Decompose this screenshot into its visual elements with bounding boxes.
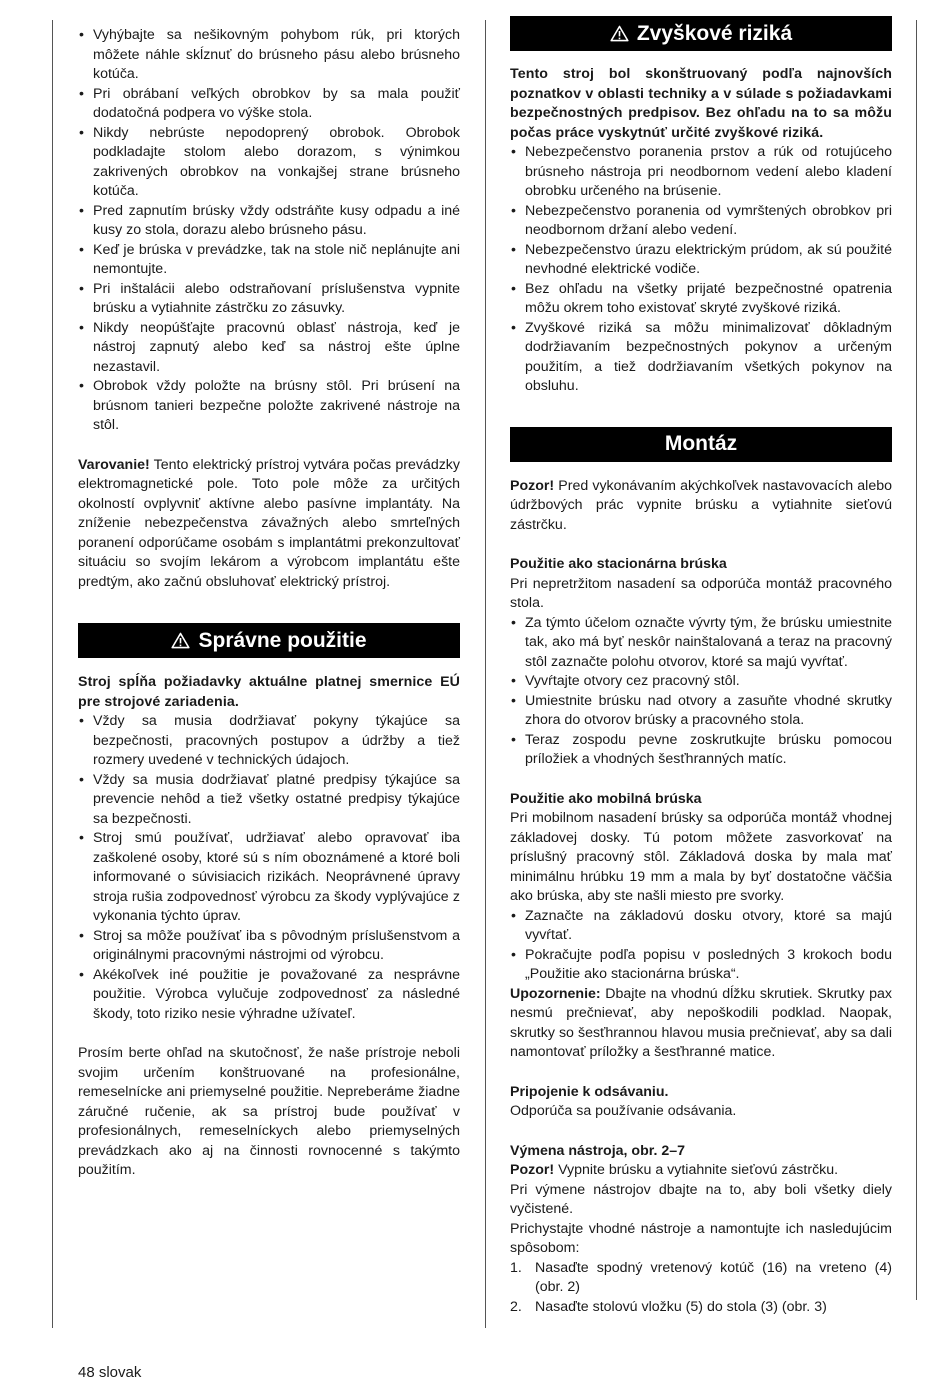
list-item: • Pokračujte podľa popisu v posledných 3 krokoch bodu „Použitie ako stacionárna brúska“. <box>510 946 892 985</box>
section-heading-residual-risks <box>510 16 892 51</box>
caution-text: Pred vykonávaním akýchkoľvek nastavovacích alebo údržbových prác vypnite brúsku a vytiahnite sieťovú zástrčku. <box>510 477 892 533</box>
caution-label: Pozor! <box>510 477 555 494</box>
subheading-suction: Pripojenie k odsávaniu. <box>510 1083 669 1100</box>
list-item <box>510 1298 892 1318</box>
mobile-paragraph: Pri mobilnom nasadení brúsky sa odporúča montáž vhodnej základovej dosky. Tú potom môžete zasvorkovať na príslušný pracovný stôl. Základová doska by mala mať minimálnu hrúbku 19 mm a mala by byť dostatočne väčšia ako brúska, aby ste našli miesto pre svorky. <box>510 810 892 904</box>
list-item: • Nikdy neopúšťajte pracovnú oblasť nástroja, keď je nástroj zapnutý alebo keď sa nástroj ešte úplne nezastavil. <box>78 319 460 378</box>
emf-warning-paragraph <box>78 456 460 593</box>
notice-text: Dbajte na vhodnú dĺžku skrutiek. Skrutky pax nesmú prečnievať, aby nepoškodili podklad. Naopak, skrutky so šesťhrannou hlavou musia prečnievať, aby sa dali namontovať príložky a šesťhranné matice. <box>510 985 892 1060</box>
list-item: • Teraz zospodu pevne zoskrutkujte brúsku pomocou príložiek a vhodných šesťhranných matíc. <box>510 731 892 770</box>
list-item: • Vždy sa musia dodržiavať pokyny týkajúce sa bezpečnosti, pracovných postupov a údržby a tiež rozmery uvedené v technických údajoch. <box>78 712 460 771</box>
subheading-mobile: Použitie ako mobilná brúska <box>510 790 702 807</box>
step-text: Nasaďte stolovú vložku (5) do stola (3) (obr. 3) <box>535 1298 827 1315</box>
caution-label: Pozor! <box>510 1162 555 1178</box>
suction-paragraph: Odporúča sa používanie odsávania. <box>510 1103 737 1119</box>
section-heading-intended-use <box>78 623 460 658</box>
warning-label: Varovanie! <box>78 456 150 473</box>
list-item: • Zaznačte na základovú dosku otvory, ktoré sa majú vyvŕtať. <box>510 907 892 946</box>
list-item: • Bez ohľadu na všetky prijaté bezpečnostné opatrenia môžu okrem toho existovať skryté zvyškové riziká. <box>510 280 892 319</box>
right-margin-rule <box>916 20 917 1300</box>
section-heading-title: Montáz <box>664 432 738 456</box>
section-intro: Stroj spĺňa požiadavky aktuálne platnej smernice EÚ pre strojové zariadenia. <box>78 674 460 710</box>
risk-intro: Tento stroj bol skonštruovaný podľa najnovších poznatkov v oblasti techniky a v súlade s požiadavkami bezpečnostných predpisov. Bez ohľadu na to sa môžu počas práce vyskytnúť určité zvyškové riziká. <box>510 66 892 141</box>
page-footer: 48 slovak <box>78 1364 142 1381</box>
notice-label: Upozornenie: <box>510 985 601 1002</box>
section-heading-title: Zvyškové riziká <box>636 21 793 45</box>
step-number: 2. <box>510 1298 522 1315</box>
stationary-bullet-list <box>510 614 892 770</box>
risk-bullet-list <box>510 143 892 397</box>
list-item: • Nebezpečenstvo poranenia prstov a rúk od rotujúceho brúsneho nástroja pri neodbornom vedení alebo kladení obrobku určeného na brúsenie. <box>510 143 892 202</box>
warning-triangle-icon <box>610 25 629 42</box>
left-column <box>78 26 460 1181</box>
mobile-bullet-list <box>510 907 892 985</box>
subheading-tool-change: Výmena nástroja, obr. 2–7 <box>510 1142 686 1159</box>
step-text: Nasaďte spodný vretenový kotúč (16) na vreteno (4) (obr. 2) <box>535 1259 892 1295</box>
notice-paragraph <box>510 985 892 1063</box>
section-heading-assembly <box>510 427 892 462</box>
list-item <box>510 1259 892 1298</box>
left-margin-rule <box>52 20 53 1328</box>
list-item: • Vyhýbajte sa nešikovným pohybom rúk, pri ktorých môžete náhle skĺznuť do brúsneho pásu alebo brúsneho kotúča. <box>78 26 460 85</box>
list-item: • Pri obrábaní veľkých obrobkov by sa mala použiť dodatočná podpera vo výške stola. <box>78 85 460 124</box>
subheading-stationary: Použitie ako stacionárna brúska <box>510 556 727 572</box>
list-item: • Akékoľvek iné použitie je považované za nesprávne použitie. Výrobca vylučuje zodpovednosť za následné škody, toto riziko nesie výhradne užívateľ. <box>78 966 460 1025</box>
list-item: • Nikdy nebrúste nepodoprený obrobok. Obrobok podkladajte stolom alebo dorazom, s výnimkou zakrivených obrobkov na vonkajšej strane brúsneho kotúča. <box>78 124 460 202</box>
list-item: • Keď je brúska v prevádzke, tak na stole nič neplánujte ani nemontujte. <box>78 241 460 280</box>
list-item: • Za týmto účelom označte vývrty tým, že brúsku umiestnite tak, ako má byť neskôr nainštalovaná a teraz na pracovný stôl zaznačte polohu otvorov, ktoré sa majú vyvŕtať. <box>510 614 892 673</box>
closing-paragraph: Prosím berte ohľad na skutočnosť, že naše prístroje neboli svojim určením konštruované na profesionálne, remeselnícke ani priemyselné použitie. Nepreberáme žiadne záručné ručenie, ak sa prístroj bude používať v profesionálnych, remeselníckych alebo priemyselných prevádzkach ako aj na činnosti rovnocenné s takýmto použitím. <box>78 1045 460 1178</box>
tool-caution-paragraph <box>510 1161 892 1181</box>
caution-text: Vypnite brúsku a vytiahnite sieťovú zástrčku. <box>554 1162 839 1178</box>
list-item: • Pri inštalácii alebo odstraňovaní príslušenstva vypnite brúsku a vytiahnite zástrčku zo zásuvky. <box>78 280 460 319</box>
intended-use-bullet-list <box>78 712 460 1024</box>
tool-steps-list <box>510 1259 892 1318</box>
list-item: • Nebezpečenstvo úrazu elektrickým prúdom, ak sú použité nevhodné elektrické vodiče. <box>510 241 892 280</box>
step-number: 1. <box>510 1259 522 1276</box>
list-item: • Zvyškové riziká sa môžu minimalizovať dôkladným dodržiavaním bezpečnostných pokynov a určeným použitím, a tiež dodržiavaním všetkých pokynov na obsluhu. <box>510 319 892 397</box>
warning-triangle-icon <box>171 632 190 649</box>
list-item: • Stroj sa môže používať iba s pôvodným príslušenstvom a originálnymi pracovnými nástrojmi od výrobcu. <box>78 927 460 966</box>
right-column <box>510 16 892 1317</box>
warning-text: Tento elektrický prístroj vytvára počas prevádzky elektromagnetické pole. Toto pole môže za určitých okolností ovplyvniť aktívne alebo pasívne implantáty. Na zníženie nebezpečenstva závažných alebo smrteľných poranení odporúčame osobám s implantátmi prekonzultovať situáciu so svojím lekárom a výrobcom implantátu ešte predtým, ako začnú obsluhovať elektrický prístroj. <box>78 456 460 590</box>
stationary-paragraph: Pri nepretržitom nasadení sa odporúča montáž pracovného stola. <box>510 575 892 611</box>
assembly-caution-paragraph <box>510 477 892 536</box>
center-column-rule <box>485 20 486 1328</box>
tool-paragraph: Prichystajte vhodné nástroje a namontujte ich nasledujúcim spôsobom: <box>510 1220 892 1256</box>
list-item: • Nebezpečenstvo poranenia od vymrštených obrobkov pri neodbornom držaní alebo vedení. <box>510 202 892 241</box>
list-item: • Obrobok vždy položte na brúsny stôl. Pri brúsení na brúsnom tanieri bezpečne položte zakrivené nástroje na stôl. <box>78 377 460 436</box>
list-item: • Vždy sa musia dodržiavať platné predpisy týkajúce sa prevencie nehôd a tiež všetky ostatné predpisy týkajúce sa bezpečnosti. <box>78 771 460 830</box>
list-item: • Stroj smú používať, udržiavať alebo opravovať iba zaškolené osoby, ktoré sú s ním oboznámené a ktoré boli informované o súvisiacich rizikách. Neoprávnené úpravy stroja rušia zodpovednosť výrobcu za škody vyplývajúce z vykonania týchto úprav. <box>78 829 460 927</box>
list-item: • Umiestnite brúsku nad otvory a zasuňte vhodné skrutky zhora do otvorov brúsky a pracovného stola. <box>510 692 892 731</box>
safety-bullet-list <box>78 26 460 436</box>
list-item: • Vyvŕtajte otvory cez pracovný stôl. <box>510 672 892 692</box>
section-heading-title: Správne použitie <box>198 628 367 652</box>
tool-paragraph: Pri výmene nástrojov dbajte na to, aby boli všetky diely vyčistené. <box>510 1181 892 1217</box>
list-item: • Pred zapnutím brúsky vždy odstráňte kusy odpadu a iné kusy zo stola, dorazu alebo brúsneho pásu. <box>78 202 460 241</box>
